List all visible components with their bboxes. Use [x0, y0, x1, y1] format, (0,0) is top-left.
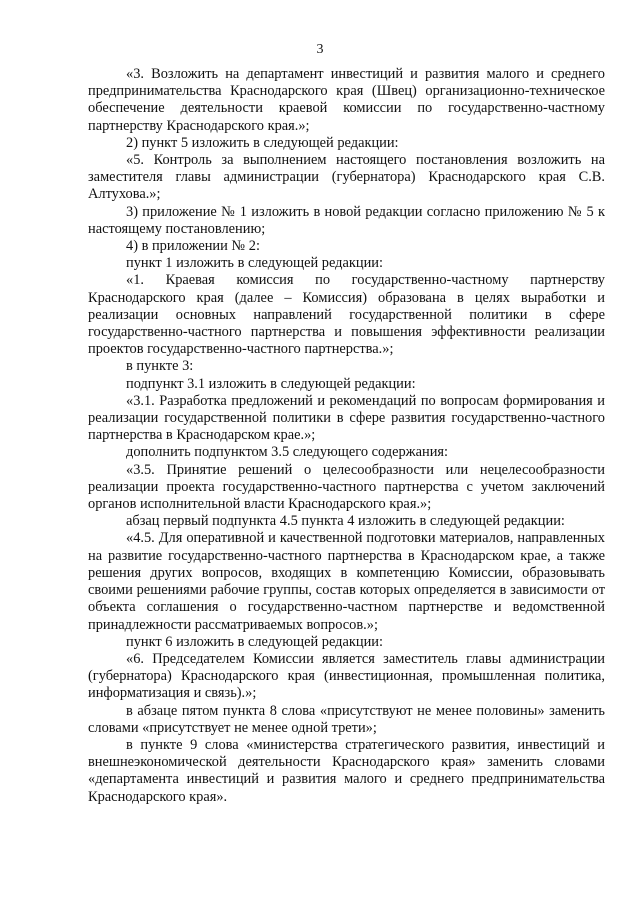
document-body — [88, 66, 605, 806]
paragraph: «3. Возложить на департамент инвестиций и развития малого и среднего предпринимательства Краснодарского края (Швец) организационно-техническое обеспечение деятельности краевой комиссии по государственно-частному партнерству Краснодарского края.»; — [88, 66, 605, 134]
paragraph: абзац первый подпункта 4.5 пункта 4 изложить в следующей редакции: — [126, 513, 565, 530]
paragraph: «4.5. Для оперативной и качественной подготовки материалов, направленных на развитие государственно-частного партнерства в Краснодарском крае, а также решения других вопросов, входящих в компетенцию Комиссии, образовывать своими решениями рабочие группы, состав которых определяется в зависимости от объекта соглашения о государственно-частном партнерстве и ведомственной принадлежности рассматриваемых вопросов.»; — [88, 530, 605, 633]
paragraph: пункт 1 изложить в следующей редакции: — [126, 255, 383, 272]
paragraph: подпункт 3.1 изложить в следующей редакции: — [126, 375, 416, 392]
paragraph: в пункте 3: — [126, 358, 194, 375]
paragraph: «1. Краевая комиссия по государственно-частному партнерству Краснодарского края (далее – Комиссия) образована в целях выработки и реализации основных направлений государственной политики в сфере государственно-частного партнерства и повышения эффективности реализации проектов государственно-частного партнерства.»; — [88, 272, 605, 358]
paragraph: «5. Контроль за выполнением настоящего постановления возложить на заместителя главы администрации (губернатора) Краснодарского края С.В. Алтухова.»; — [88, 152, 605, 203]
paragraph: 3) приложение № 1 изложить в новой редакции согласно приложению № 5 к настоящему постановлению; — [88, 203, 605, 237]
paragraph: в пункте 9 слова «министерства стратегического развития, инвестиций и внешнеэкономической деятельности Краснодарского края» заменить словами «департамента инвестиций и развития малого и среднего предпринимательства Краснодарского края». — [88, 736, 605, 805]
page-number: 3 — [316, 42, 324, 57]
paragraph: дополнить подпунктом 3.5 следующего содержания: — [126, 444, 449, 461]
paragraph: 2) пункт 5 изложить в следующей редакции: — [126, 134, 399, 151]
paragraph: «3.1. Разработка предложений и рекомендаций по вопросам формирования и реализации государственной политики в сфере развития государственно-частного партнерства в Краснодарском крае.»; — [88, 392, 605, 444]
paragraph: «3.5. Принятие решений о целесообразности или нецелесообразности реализации проекта государственно-частного партнерства с учетом заключений органов исполнительной власти Краснодарского края.»; — [88, 461, 605, 513]
paragraph: «6. Председателем Комиссии является заместитель главы администрации (губернатора) Краснодарского края (инвестиционная, промышленная политика, информатизация и связь).»; — [88, 650, 605, 702]
paragraph: 4) в приложении № 2: — [126, 238, 260, 255]
paragraph: в абзаце пятом пункта 8 слова «присутствуют не менее половины» заменить словами «присутствует не менее одной трети»; — [88, 702, 605, 736]
paragraph: пункт 6 изложить в следующей редакции: — [126, 633, 383, 650]
